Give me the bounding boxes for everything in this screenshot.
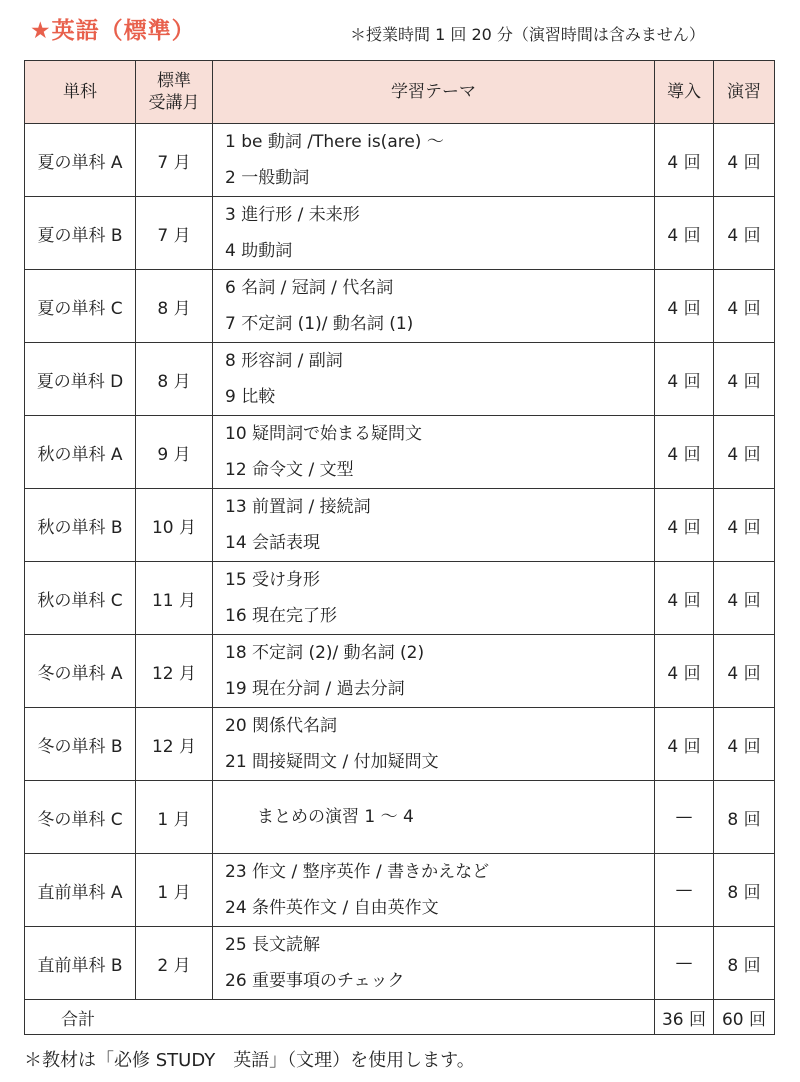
theme-line: 23 作文 / 整序英作 / 書きかえなど [225,862,490,882]
month-cell: 12 月 [136,635,213,708]
table-header-row [25,61,775,124]
total-row [25,1000,775,1035]
course-cell: 夏の単科 C [25,270,136,343]
month-cell: 11 月 [136,562,213,635]
intro-cell: — [655,781,714,854]
course-cell: 秋の単科 A [25,416,136,489]
intro-cell: — [655,927,714,1000]
theme-cell [213,416,655,489]
course-cell: 秋の単科 C [25,562,136,635]
practice-cell: 8 回 [714,927,775,1000]
course-cell: 夏の単科 A [25,124,136,197]
header-month-line1: 標準 [157,70,191,91]
month-cell: 9 月 [136,416,213,489]
month-cell: 10 月 [136,489,213,562]
practice-cell: 8 回 [714,781,775,854]
header-theme: 学習テーマ [213,61,655,124]
table-row [25,562,775,635]
practice-cell: 4 回 [714,489,775,562]
theme-line: 9 比較 [225,387,276,407]
theme-cell [213,927,655,1000]
table-row [25,124,775,197]
table-row [25,197,775,270]
course-cell: 直前単科 B [25,927,136,1000]
theme-cell [213,781,655,854]
table-row [25,416,775,489]
month-cell: 7 月 [136,124,213,197]
intro-cell: 4 回 [655,343,714,416]
month-cell: 12 月 [136,708,213,781]
total-practice: 60 回 [714,1000,775,1035]
theme-line: 19 現在分詞 / 過去分詞 [225,679,405,699]
theme-line: 24 条件英作文 / 自由英作文 [225,898,439,918]
table-row [25,781,775,854]
theme-line: 7 不定詞 (1)/ 動名詞 (1) [225,314,414,334]
course-cell: 直前単科 A [25,854,136,927]
theme-cell [213,197,655,270]
table-row [25,854,775,927]
practice-cell: 4 回 [714,562,775,635]
theme-line: 18 不定詞 (2)/ 動名詞 (2) [225,643,425,663]
theme-cell [213,270,655,343]
course-cell: 夏の単科 D [25,343,136,416]
theme-line: 26 重要事項のチェック [225,971,405,991]
month-cell: 7 月 [136,197,213,270]
practice-cell: 4 回 [714,343,775,416]
header-month [136,61,213,124]
table-row [25,270,775,343]
course-cell: 冬の単科 C [25,781,136,854]
practice-cell: 4 回 [714,124,775,197]
table-row [25,489,775,562]
theme-line: 20 関係代名詞 [225,716,338,736]
course-cell: 冬の単科 A [25,635,136,708]
table-row [25,635,775,708]
course-cell: 冬の単科 B [25,708,136,781]
theme-line: まとめの演習 1 〜 4 [257,807,414,827]
intro-cell: 4 回 [655,562,714,635]
lesson-time-note: ＊授業時間 1 回 20 分（演習時間は含みません） [350,25,705,44]
theme-line: 1 be 動詞 /There is(are) 〜 [225,132,444,152]
theme-cell [213,635,655,708]
month-cell: 8 月 [136,343,213,416]
theme-line: 16 現在完了形 [225,606,338,626]
theme-cell [213,708,655,781]
theme-line: 25 長文読解 [225,935,321,955]
curriculum-table [24,60,775,1035]
course-cell: 夏の単科 B [25,197,136,270]
practice-cell: 4 回 [714,416,775,489]
intro-cell: 4 回 [655,124,714,197]
total-label: 合計 [25,1000,655,1035]
theme-line: 10 疑問詞で始まる疑問文 [225,424,423,444]
total-intro: 36 回 [655,1000,714,1035]
theme-line: 12 命令文 / 文型 [225,460,354,480]
month-cell: 2 月 [136,927,213,1000]
theme-line: 4 助動詞 [225,241,293,261]
header-month-line2: 受講月 [148,93,200,113]
intro-cell: 4 回 [655,635,714,708]
table-row [25,343,775,416]
intro-cell: — [655,854,714,927]
header-intro: 導入 [655,61,714,124]
month-cell: 8 月 [136,270,213,343]
theme-line: 8 形容詞 / 副詞 [225,351,343,371]
theme-line: 13 前置詞 / 接続詞 [225,497,371,517]
practice-cell: 8 回 [714,854,775,927]
intro-cell: 4 回 [655,270,714,343]
month-cell: 1 月 [136,854,213,927]
intro-cell: 4 回 [655,708,714,781]
theme-cell [213,489,655,562]
table-row [25,708,775,781]
month-cell: 1 月 [136,781,213,854]
intro-cell: 4 回 [655,197,714,270]
practice-cell: 4 回 [714,270,775,343]
theme-cell [213,854,655,927]
theme-cell [213,124,655,197]
theme-line: 6 名詞 / 冠詞 / 代名詞 [225,278,394,298]
theme-cell [213,343,655,416]
theme-line: 2 一般動詞 [225,168,310,188]
theme-line: 15 受け身形 [225,570,321,590]
course-cell: 秋の単科 B [25,489,136,562]
practice-cell: 4 回 [714,708,775,781]
theme-line: 3 進行形 / 未来形 [225,205,360,225]
practice-cell: 4 回 [714,197,775,270]
header-practice: 演習 [714,61,775,124]
theme-line: 21 間接疑問文 / 付加疑問文 [225,752,439,772]
intro-cell: 4 回 [655,416,714,489]
intro-cell: 4 回 [655,489,714,562]
header-course: 単科 [25,61,136,124]
textbook-note: ＊教材は「必修 STUDY 英語」（文理）を使用します。 [24,1050,475,1071]
page-title: ★英語（標準） [30,18,196,44]
table-row [25,927,775,1000]
practice-cell: 4 回 [714,635,775,708]
theme-line: 14 会話表現 [225,533,321,553]
theme-cell [213,562,655,635]
